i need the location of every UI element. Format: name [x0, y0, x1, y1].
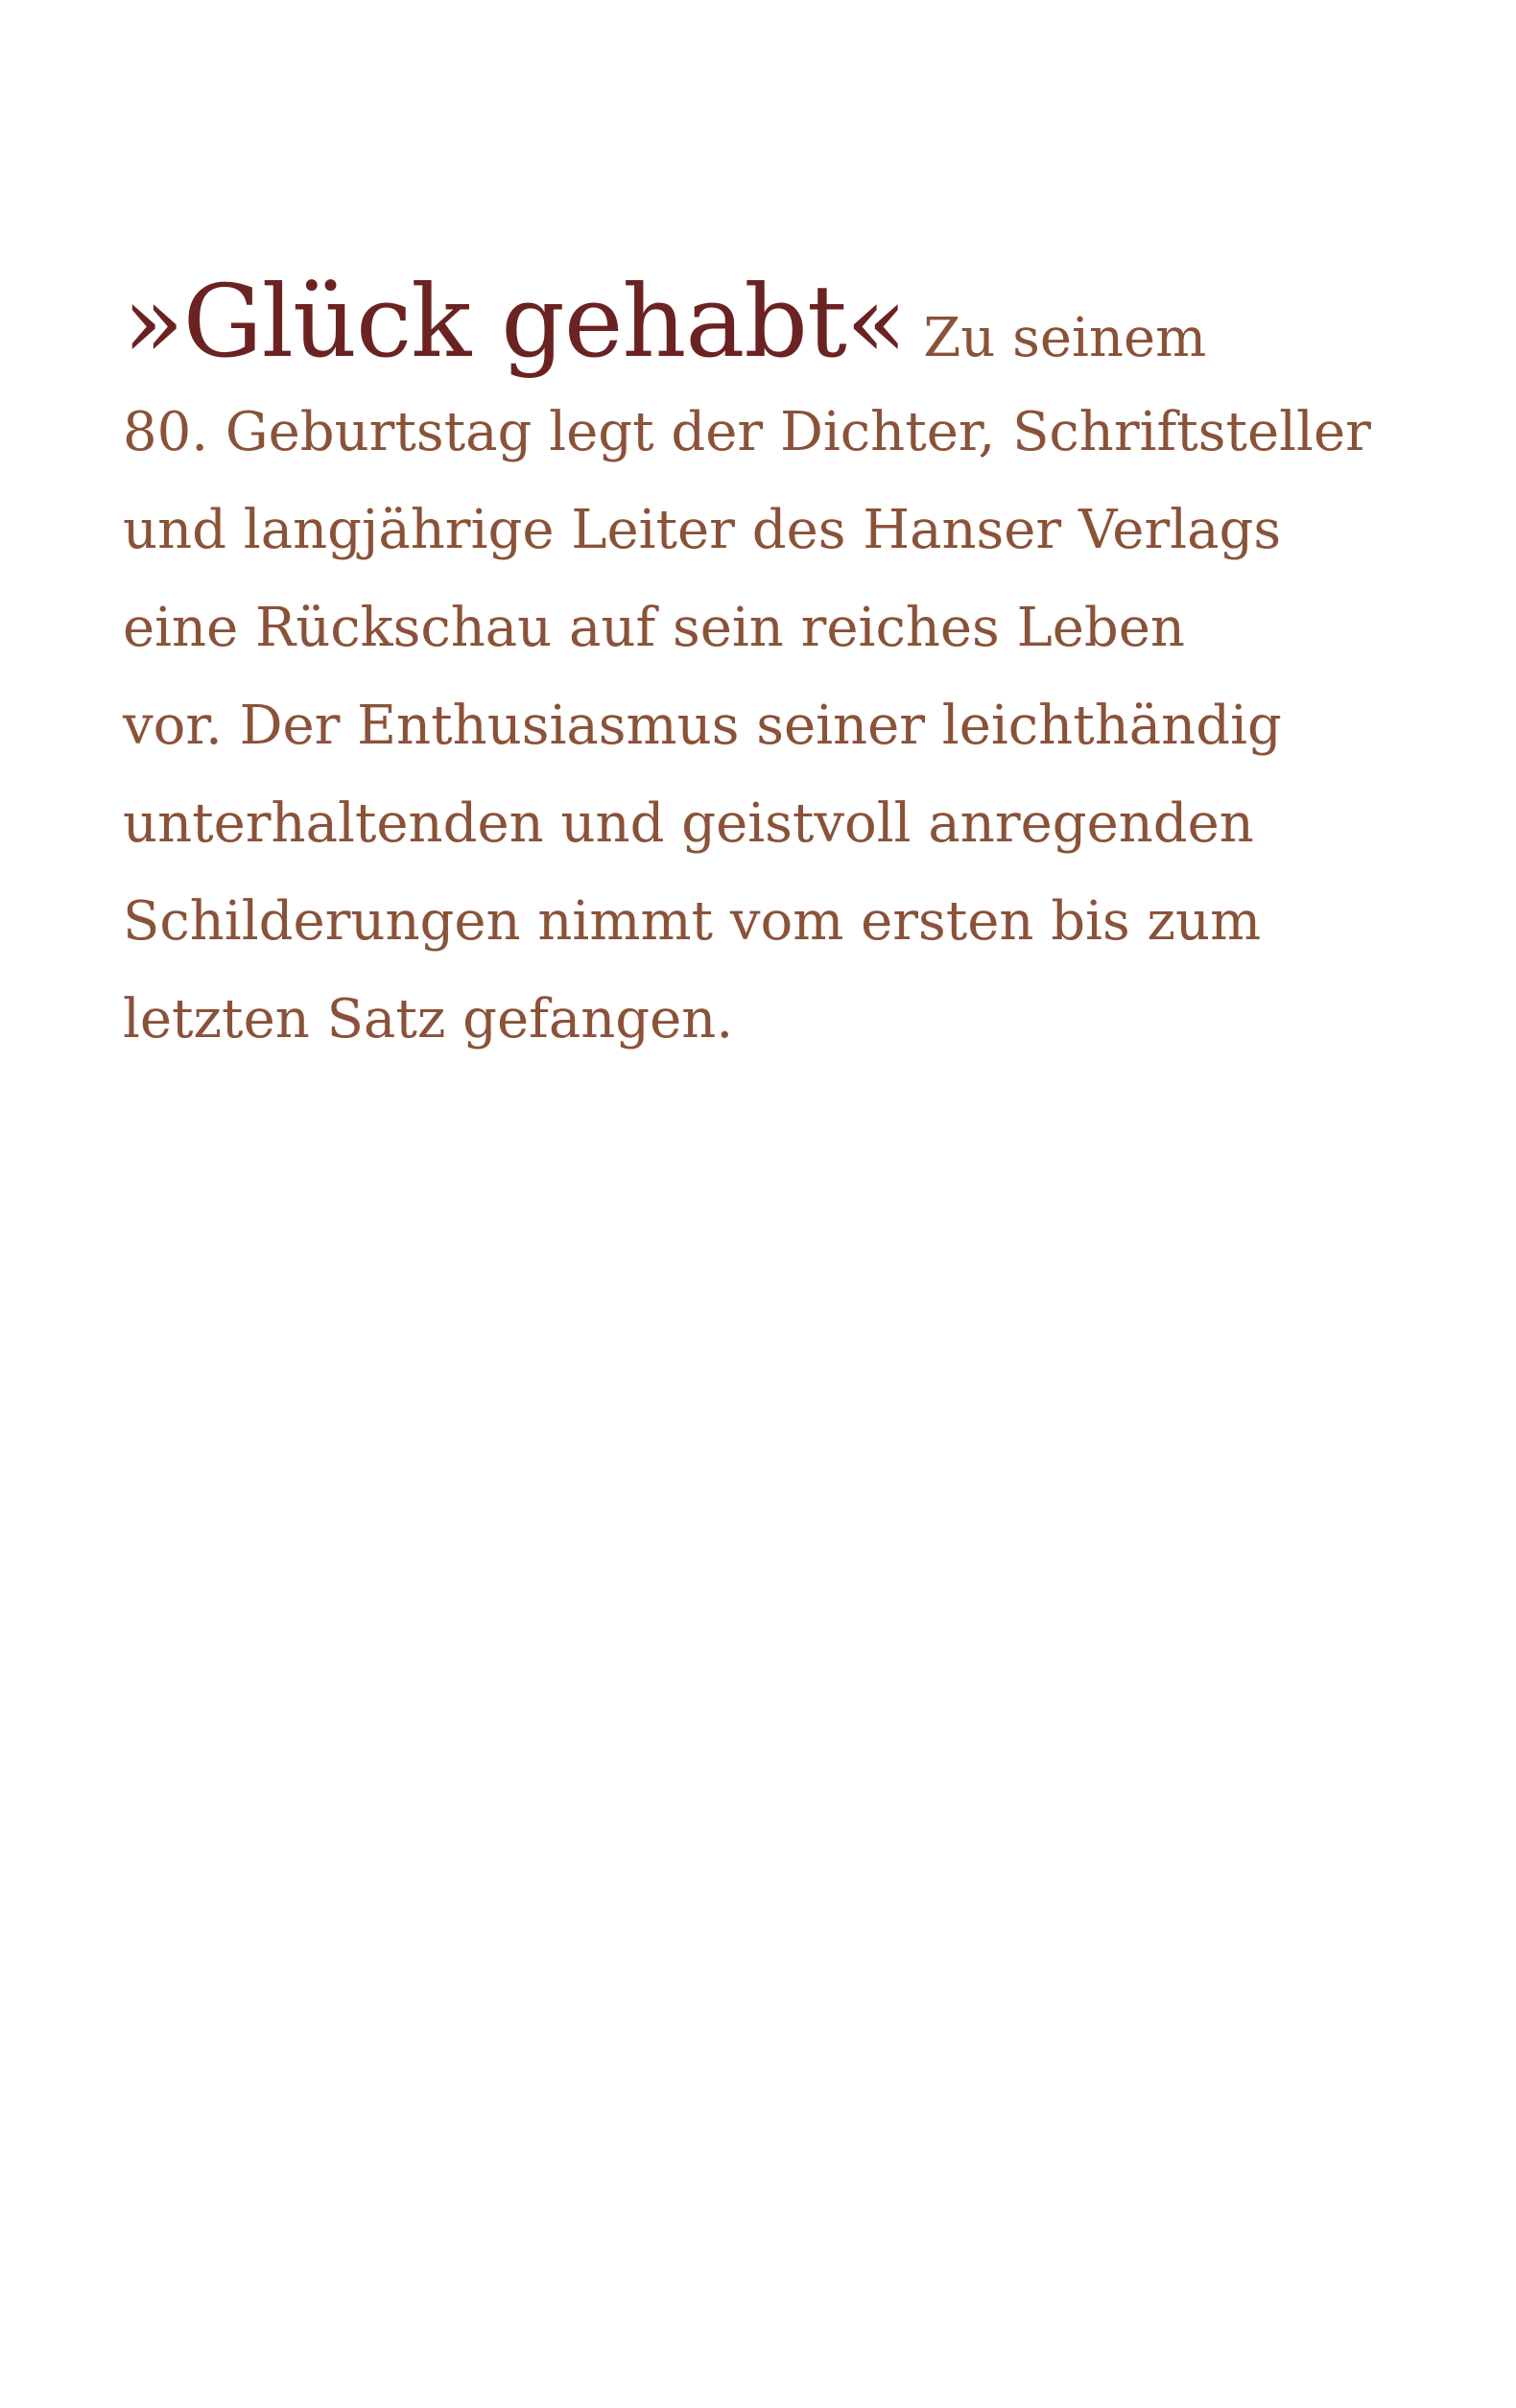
- blurb-line-2: 80. Geburtstag legt der Dichter, Schriftsteller: [123, 401, 1371, 463]
- blurb-line-6: unterhaltenden und geistvoll anregenden: [123, 792, 1254, 855]
- blurb-line-3: und langjährige Leiter des Hanser Verlags: [123, 499, 1282, 561]
- book-title: »Glück gehabt«: [123, 263, 907, 380]
- blurb-line-5: vor. Der Enthusiasmus seiner leichthändig: [123, 695, 1282, 757]
- blurb-text: [123, 259, 1409, 1069]
- blurb-line-7: Schilderungen nimmt vom ersten bis zum: [123, 890, 1262, 953]
- blurb-line-1: [123, 259, 1409, 384]
- blurb-line-8: letzten Satz gefangen.: [123, 988, 734, 1051]
- blurb-lead-text: Zu seinem: [923, 307, 1207, 369]
- blurb-line-4: eine Rückschau auf sein reiches Leben: [123, 597, 1185, 659]
